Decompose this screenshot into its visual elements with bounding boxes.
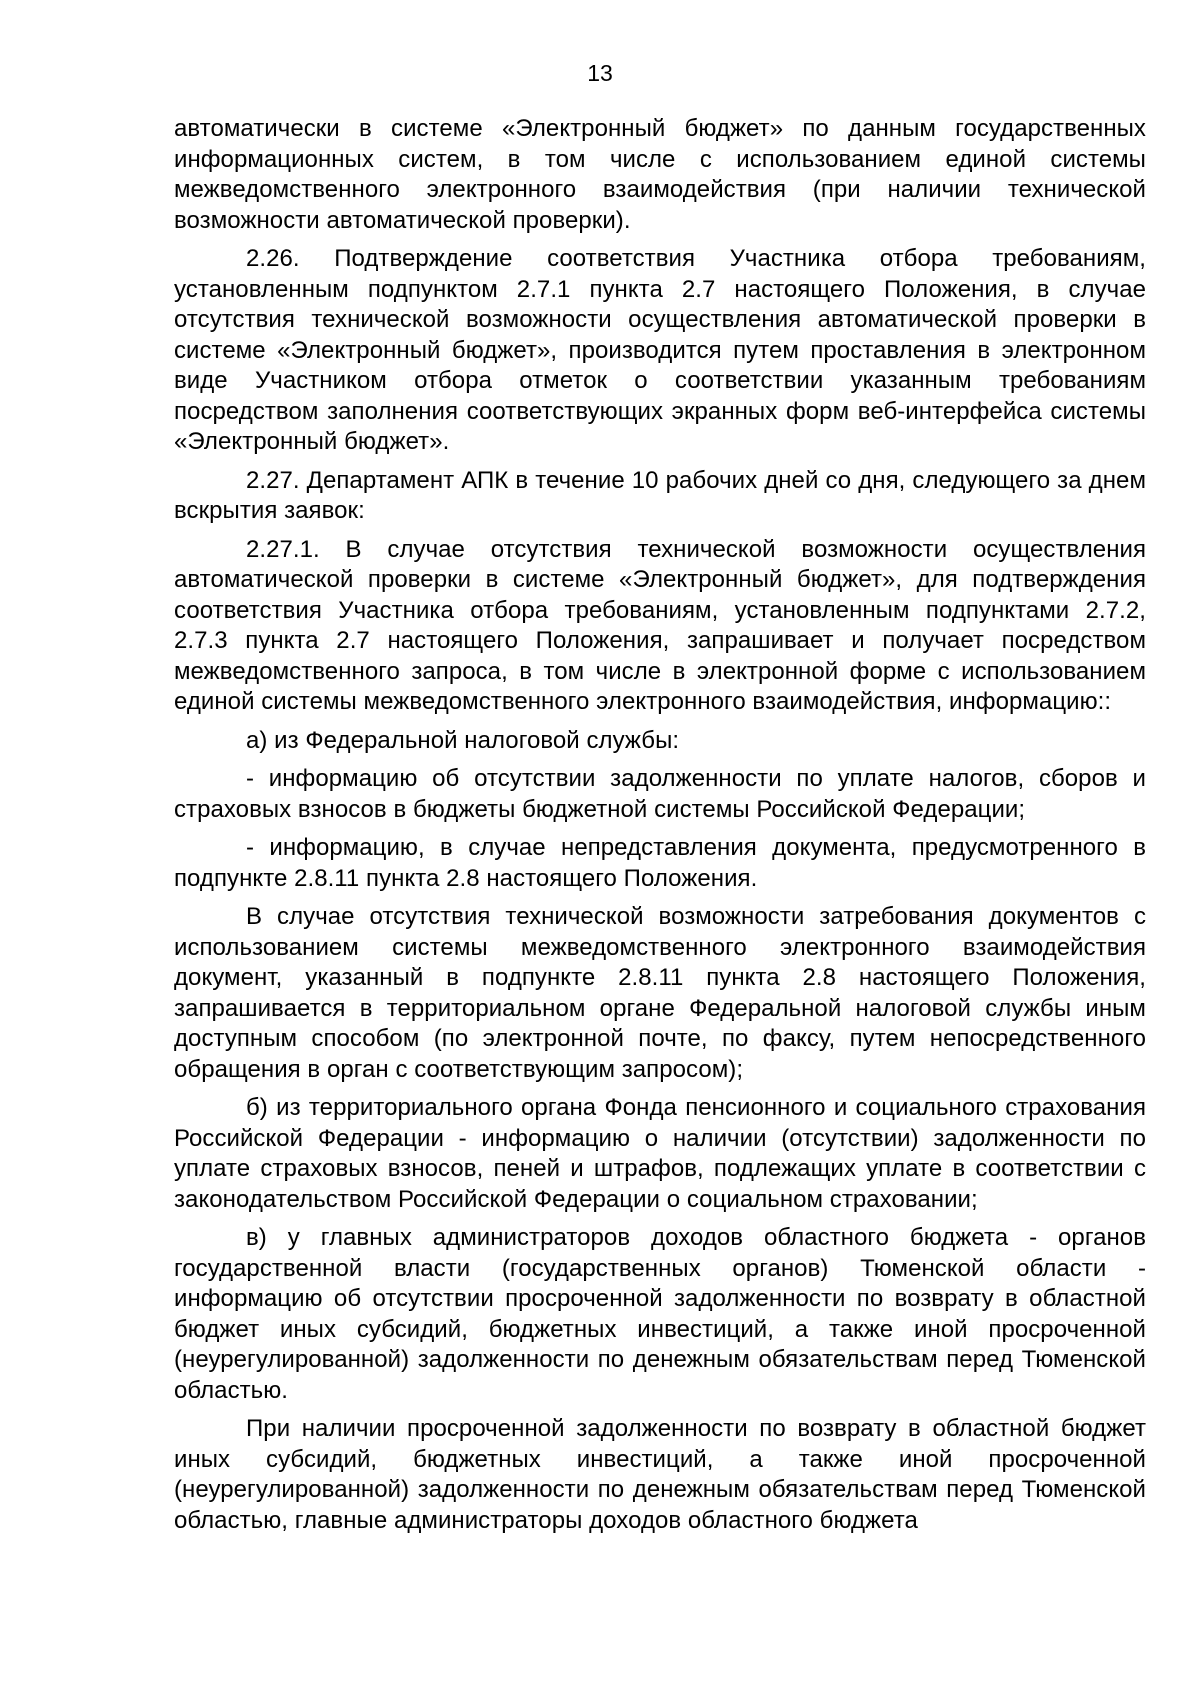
- paragraph-item-v: в) у главных администраторов доходов областного бюджета - органов государственной власти (государственных органов) Тюменской области - информацию об отсутствии просроченной задолженности по возврату в областной бюджет иных субсидий, бюджетных инвестиций, а также иной просроченной (неурегулированной) задолженности по денежным обязательствам перед Тюменской областью.: [174, 1224, 1146, 1404]
- document-body: [174, 114, 1146, 1544]
- paragraph-2-27: 2.27. Департамент АПК в течение 10 рабочих дней со дня, следующего за днем вскрытия заявок:: [174, 466, 1146, 524]
- paragraph-2-26: 2.26. Подтверждение соответствия Участника отбора требованиям, установленным подпунктом 2.7.1 пункта 2.7 настоящего Положения, в случае отсутствия технической возможности осуществления автоматической проверки в системе «Электронный бюджет», производится путем проставления в электронном виде Участником отбора отметок о соответствии указанным требованиям посредством заполнения соответствующих экранных форм веб-интерфейса системы «Электронный бюджет».: [174, 245, 1146, 455]
- paragraph-item-b: б) из территориального органа Фонда пенсионного и социального страхования Российской Федерации - информацию о наличии (отсутствии) задолженности по уплате страховых взносов, пеней и штрафов, подлежащих уплате в соответствии с законодательством Российской Федерации о социальном страховании;: [174, 1094, 1146, 1213]
- paragraph-no-technical-possibility: В случае отсутствия технической возможности затребования документов с использованием системы межведомственного электронного взаимодействия документ, указанный в подпункте 2.8.11 пункта 2.8 настоящего Положения, запрашивается в территориальном органе Федеральной налоговой службы иным доступным способом (по электронной почте, по факсу, путем непосредственного обращения в орган с соответствующим запросом);: [174, 903, 1146, 1083]
- paragraph-overdue-debt: При наличии просроченной задолженности по возврату в областной бюджет иных субсидий, бюджетных инвестиций, а также иной просроченной (неурегулированной) задолженности по денежным обязательствам перед Тюменской областью, главные администраторы доходов областного бюджета: [174, 1415, 1146, 1534]
- paragraph-2-27-1: 2.27.1. В случае отсутствия технической возможности осуществления автоматической проверки в системе «Электронный бюджет», для подтверждения соответствия Участника отбора требованиям, установленным подпунктами 2.7.2, 2.7.3 пункта 2.7 настоящего Положения, запрашивает и получает посредством межведомственного запроса, в том числе в электронной форме с использованием единой системы межведомственного электронного взаимодействия, информацию::: [174, 535, 1146, 715]
- paragraph-dash-document: - информацию, в случае непредставления документа, предусмотренного в подпункте 2.8.11 пункта 2.8 настоящего Положения.: [174, 834, 1146, 892]
- paragraph-continuation: автоматически в системе «Электронный бюджет» по данным государственных информационных систем, в том числе с использованием единой системы межведомственного электронного взаимодействия (при наличии технической возможности автоматической проверки).: [174, 115, 1146, 234]
- paragraph-item-a: а) из Федеральной налоговой службы:: [246, 726, 680, 754]
- page-number: 13: [587, 60, 613, 86]
- paragraph-dash-tax-debt: - информацию об отсутствии задолженности по уплате налогов, сборов и страховых взносов в бюджеты бюджетной системы Российской Федерации;: [174, 765, 1146, 823]
